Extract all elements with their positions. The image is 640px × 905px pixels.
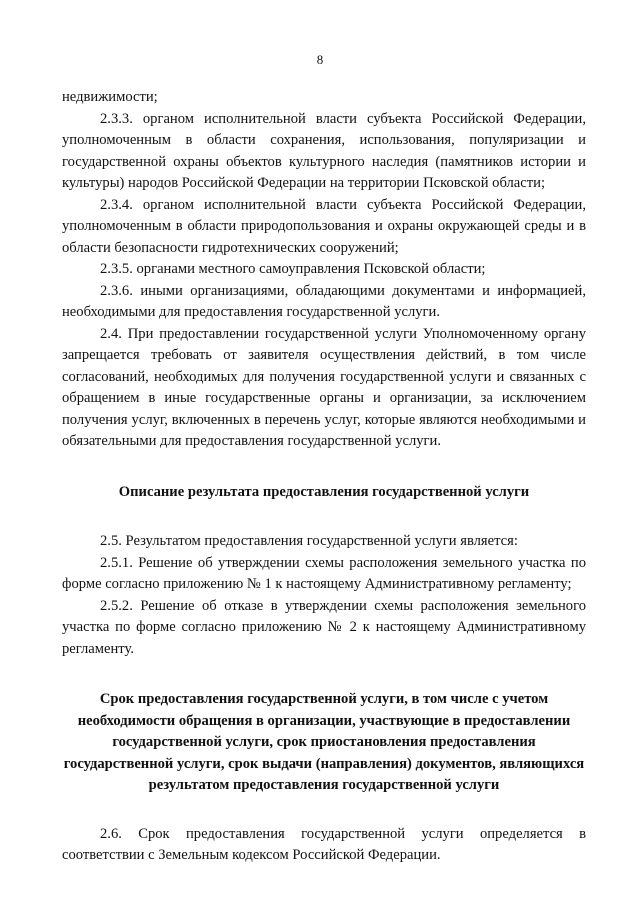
paragraph-2-3-5: 2.3.5. органами местного самоуправления Псковской области; xyxy=(100,261,486,277)
paragraph-2-5: 2.5. Результатом предоставления государственной услуги является: xyxy=(100,533,518,549)
paragraph-2-5-2: 2.5.2. Решение об отказе в утверждении схемы расположения земельного участка по форме согласно приложению № 2 к настоящему Административному регламенту. xyxy=(62,597,586,657)
section-heading-term: Срок предоставления государственной услуги, в том числе с учетом необходимости обращения в организации, участвующие в предоставлении государственной услуги, срок приостановления предоставления государственной услуги, срок выдачи (направления) документов, являющихся результатом предоставления государственной услуги xyxy=(63,691,585,793)
paragraph-continuation: недвижимости; xyxy=(62,89,158,105)
paragraph-2-4: 2.4. При предоставлении государственной услуги Уполномоченному органу запрещается требовать от заявителя осуществления действий, в том числе согласований, необходимых для получения государственной услуги и связанных с обращением в иные государственные органы и организации, за исключением получения услуг, включенных в перечень услуг, которые являются необходимыми и обязательными для предоставления государственной услуги. xyxy=(62,325,586,449)
section-heading-result: Описание результата предоставления государственной услуги xyxy=(118,483,530,500)
paragraph-2-6: 2.6. Срок предоставления государственной услуги определяется в соответствии с Земельным кодексом Российской Федерации. xyxy=(62,825,586,863)
paragraph-2-3-3: 2.3.3. органом исполнительной власти субъекта Российской Федерации, уполномоченным в области сохранения, использования, популяризации и государственной охраны объектов культурного наследия (памятников истории и культуры) народов Российской Федерации на территории Псковской области; xyxy=(62,110,586,191)
paragraph-2-3-4: 2.3.4. органом исполнительной власти субъекта Российской Федерации, уполномоченным в области природопользования и охраны окружающей среды и в области безопасности гидротехнических сооружений; xyxy=(62,196,586,256)
paragraph-2-5-1: 2.5.1. Решение об утверждении схемы расположения земельного участка по форме согласно приложению № 1 к настоящему Административному регламенту; xyxy=(62,554,586,592)
paragraph-2-3-6: 2.3.6. иными организациями, обладающими документами и информацией, необходимыми для предоставления государственной услуги. xyxy=(62,282,586,320)
document-body xyxy=(62,87,586,867)
page-number: 8 xyxy=(316,52,324,67)
